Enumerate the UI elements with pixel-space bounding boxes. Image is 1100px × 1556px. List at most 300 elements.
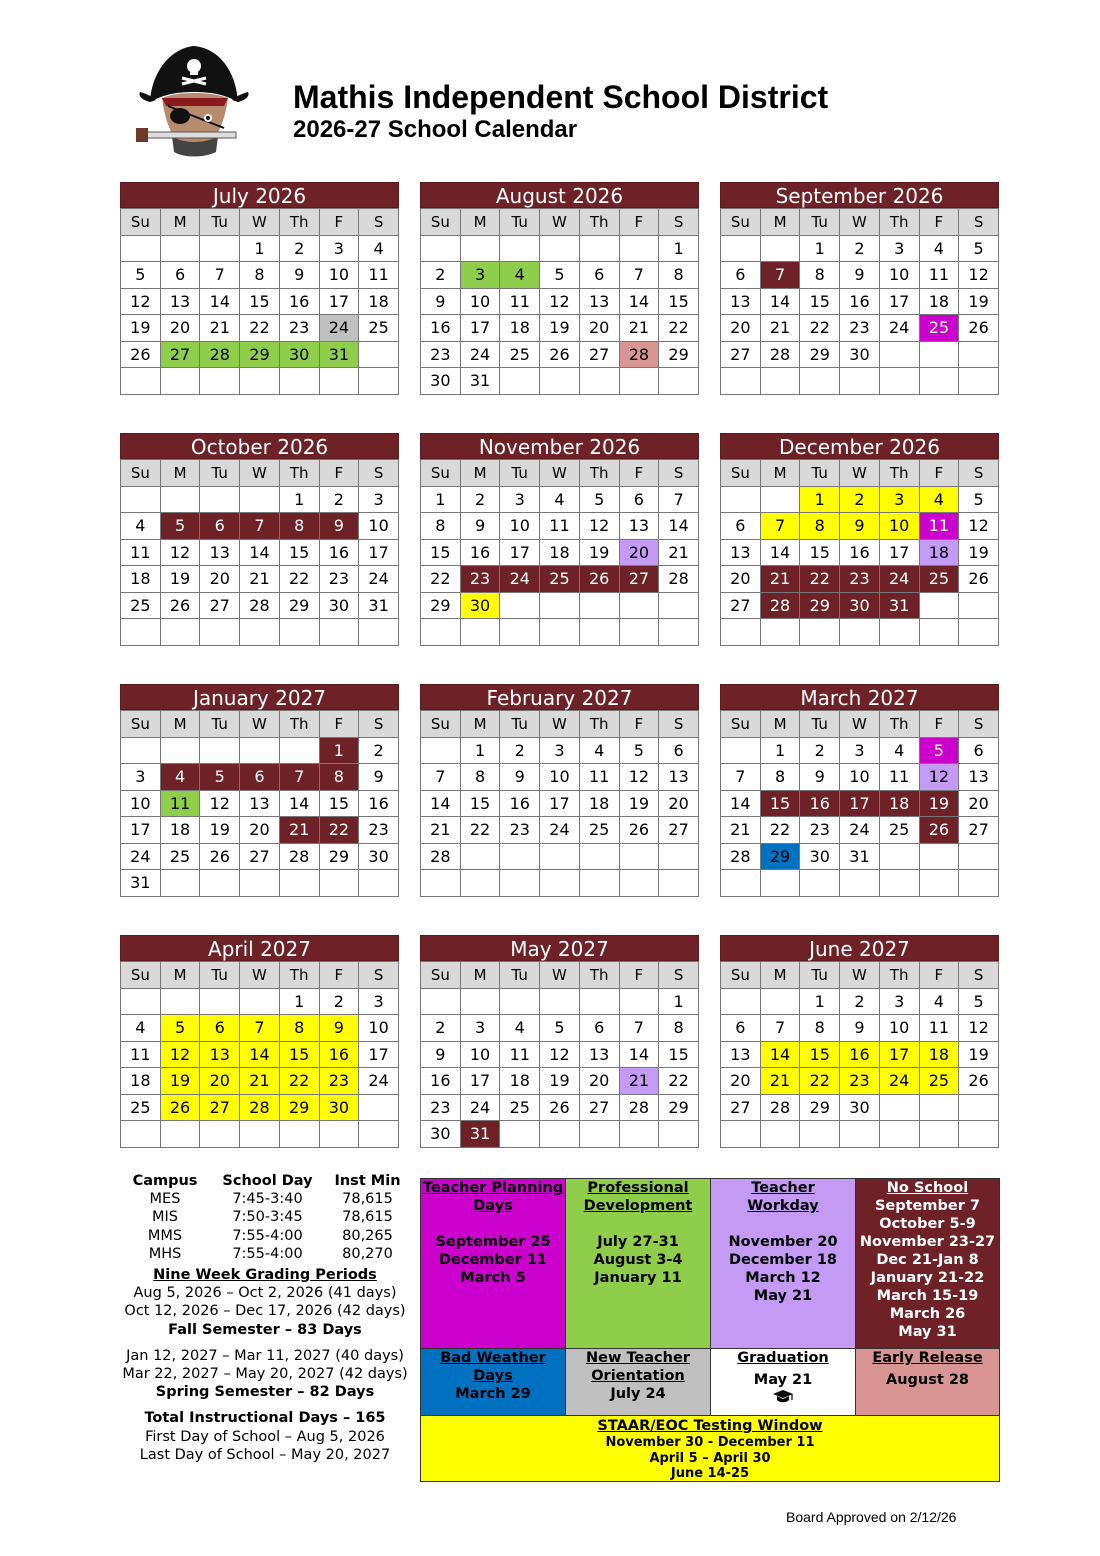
day-cell: 18 <box>359 288 399 315</box>
day-cell: 10 <box>319 262 359 289</box>
day-cell: 15 <box>760 790 800 817</box>
weekday-header: Su <box>121 209 161 236</box>
weekday-header: S <box>359 711 399 738</box>
pirate-mascot-icon <box>132 40 256 162</box>
day-cell: 7 <box>240 513 280 540</box>
empty-day-cell <box>200 737 240 764</box>
day-cell: 7 <box>721 764 761 791</box>
legend-title: Workday <box>747 1198 819 1214</box>
day-cell: 14 <box>760 288 800 315</box>
day-cell: 23 <box>319 1068 359 1095</box>
empty-day-cell <box>160 1121 200 1148</box>
day-cell: 27 <box>721 592 761 619</box>
day-cell: 12 <box>619 764 659 791</box>
day-cell: 2 <box>421 262 461 289</box>
day-cell: 18 <box>919 539 959 566</box>
weekday-header: Th <box>879 209 919 236</box>
legend-date: April 5 – April 30 <box>649 1450 771 1466</box>
school-day-header: School Day <box>222 1173 313 1189</box>
day-cell: 17 <box>540 790 580 817</box>
day-cell: 5 <box>919 737 959 764</box>
month-grid <box>720 459 999 646</box>
page-subtitle: 2026-27 School Calendar <box>293 116 578 143</box>
empty-day-cell <box>619 843 659 870</box>
day-cell: 18 <box>500 315 540 342</box>
legend-date: January 21-22 <box>870 1270 985 1286</box>
day-cell: 8 <box>279 1015 319 1042</box>
day-cell: 24 <box>460 1094 500 1121</box>
weekday-header: F <box>319 209 359 236</box>
weekday-header: S <box>959 711 999 738</box>
month-title: March 2027 <box>720 684 999 710</box>
empty-day-cell <box>760 235 800 262</box>
weekday-header: Th <box>879 711 919 738</box>
day-cell: 3 <box>540 737 580 764</box>
day-cell: 5 <box>200 764 240 791</box>
campus-table-header <box>120 1172 410 1190</box>
empty-day-cell <box>359 341 399 368</box>
empty-day-cell <box>721 486 761 513</box>
empty-day-cell <box>279 870 319 897</box>
campus-name: MMS <box>147 1227 183 1244</box>
weekday-header: Tu <box>500 962 540 989</box>
weekday-header: Tu <box>200 711 240 738</box>
graduation-cap-icon <box>772 1393 794 1409</box>
day-cell: 28 <box>760 1094 800 1121</box>
empty-day-cell <box>760 486 800 513</box>
weekday-header: S <box>659 209 699 236</box>
empty-day-cell <box>460 870 500 897</box>
empty-day-cell <box>919 341 959 368</box>
day-cell: 29 <box>279 592 319 619</box>
day-cell: 27 <box>579 341 619 368</box>
day-cell: 9 <box>319 513 359 540</box>
day-cell: 16 <box>279 288 319 315</box>
day-cell: 17 <box>359 1041 399 1068</box>
empty-day-cell <box>659 1121 699 1148</box>
legend-title: Days <box>473 1198 513 1214</box>
day-cell: 19 <box>160 566 200 593</box>
day-cell: 24 <box>540 817 580 844</box>
day-cell: 9 <box>460 513 500 540</box>
day-cell: 1 <box>800 988 840 1015</box>
day-cell: 26 <box>959 566 999 593</box>
weekday-header: F <box>619 460 659 487</box>
day-cell: 3 <box>460 1015 500 1042</box>
empty-day-cell <box>959 870 999 897</box>
weekday-header: Su <box>421 711 461 738</box>
day-cell: 30 <box>359 843 399 870</box>
day-cell: 30 <box>840 341 880 368</box>
empty-day-cell <box>879 843 919 870</box>
day-cell: 4 <box>500 1015 540 1042</box>
day-cell: 27 <box>200 592 240 619</box>
month-grid <box>720 710 999 897</box>
calendar-legend <box>420 1178 1000 1482</box>
day-cell: 3 <box>359 486 399 513</box>
day-cell: 15 <box>460 790 500 817</box>
day-cell: 24 <box>879 1068 919 1095</box>
empty-day-cell <box>460 619 500 646</box>
day-cell: 2 <box>800 737 840 764</box>
day-cell: 12 <box>160 539 200 566</box>
legend-date: September 7 <box>874 1198 981 1214</box>
empty-day-cell <box>619 988 659 1015</box>
day-cell: 24 <box>359 1068 399 1095</box>
empty-day-cell <box>579 843 619 870</box>
day-cell: 31 <box>319 341 359 368</box>
day-cell: 30 <box>840 1094 880 1121</box>
empty-day-cell <box>721 870 761 897</box>
day-cell: 21 <box>619 315 659 342</box>
day-cell: 12 <box>540 1041 580 1068</box>
day-cell: 23 <box>840 315 880 342</box>
empty-day-cell <box>760 870 800 897</box>
day-cell: 8 <box>800 1015 840 1042</box>
day-cell: 29 <box>659 341 699 368</box>
day-cell: 1 <box>240 235 280 262</box>
day-cell: 4 <box>579 737 619 764</box>
day-cell: 2 <box>421 1015 461 1042</box>
day-cell: 8 <box>800 262 840 289</box>
day-cell: 14 <box>721 790 761 817</box>
day-cell: 5 <box>959 988 999 1015</box>
day-cell: 19 <box>540 315 580 342</box>
weekday-header: W <box>240 962 280 989</box>
empty-day-cell <box>121 486 161 513</box>
day-cell: 19 <box>919 790 959 817</box>
day-cell: 12 <box>919 764 959 791</box>
day-cell: 7 <box>619 1015 659 1042</box>
empty-day-cell <box>879 1121 919 1148</box>
empty-day-cell <box>160 988 200 1015</box>
empty-day-cell <box>460 988 500 1015</box>
day-cell: 15 <box>421 539 461 566</box>
weekday-header: M <box>460 711 500 738</box>
month-calendar <box>720 935 999 1148</box>
day-cell: 29 <box>240 341 280 368</box>
weekday-header: Su <box>421 962 461 989</box>
weekday-header: S <box>359 209 399 236</box>
weekday-header: M <box>760 711 800 738</box>
empty-day-cell <box>200 235 240 262</box>
day-cell: 8 <box>319 764 359 791</box>
empty-day-cell <box>879 341 919 368</box>
empty-day-cell <box>319 368 359 395</box>
day-cell: 19 <box>160 1068 200 1095</box>
weekday-header: M <box>760 460 800 487</box>
day-cell: 31 <box>840 843 880 870</box>
weekday-header: F <box>619 962 659 989</box>
legend-date: November 30 - December 11 <box>605 1435 815 1450</box>
day-cell: 16 <box>800 790 840 817</box>
day-cell: 17 <box>460 1068 500 1095</box>
day-cell: 5 <box>160 1015 200 1042</box>
day-cell: 4 <box>500 262 540 289</box>
empty-day-cell <box>240 619 280 646</box>
day-cell: 22 <box>279 1068 319 1095</box>
legend-title: No School <box>886 1180 969 1196</box>
day-cell: 9 <box>279 262 319 289</box>
weekday-header: Tu <box>800 209 840 236</box>
day-cell: 27 <box>721 1094 761 1121</box>
empty-day-cell <box>619 1121 659 1148</box>
day-cell: 13 <box>959 764 999 791</box>
weekday-header: F <box>319 460 359 487</box>
day-cell: 1 <box>460 737 500 764</box>
empty-day-cell <box>721 619 761 646</box>
day-cell: 6 <box>721 513 761 540</box>
day-cell: 27 <box>619 566 659 593</box>
month-calendar <box>720 182 999 395</box>
empty-day-cell <box>540 843 580 870</box>
empty-day-cell <box>421 870 461 897</box>
legend-date: September 25 <box>435 1234 551 1250</box>
day-cell: 14 <box>760 1041 800 1068</box>
day-cell: 16 <box>840 1041 880 1068</box>
day-cell: 13 <box>721 288 761 315</box>
empty-day-cell <box>579 870 619 897</box>
day-cell: 18 <box>919 1041 959 1068</box>
empty-day-cell <box>540 1121 580 1148</box>
empty-day-cell <box>200 486 240 513</box>
month-calendar <box>420 433 699 646</box>
month-title: February 2027 <box>420 684 699 710</box>
day-cell: 26 <box>160 592 200 619</box>
day-cell: 16 <box>460 539 500 566</box>
day-cell: 30 <box>800 843 840 870</box>
day-cell: 15 <box>659 288 699 315</box>
weekday-header: W <box>840 711 880 738</box>
day-cell: 20 <box>721 566 761 593</box>
empty-day-cell <box>659 368 699 395</box>
legend-teacher-planning <box>420 1178 566 1349</box>
day-cell: 8 <box>240 262 280 289</box>
day-cell: 29 <box>800 592 840 619</box>
day-cell: 10 <box>359 1015 399 1042</box>
day-cell: 17 <box>879 1041 919 1068</box>
weekday-header: Su <box>421 460 461 487</box>
grading-period-1: Aug 5, 2026 – Oct 2, 2026 (41 days) <box>133 1285 397 1302</box>
day-cell: 22 <box>240 315 280 342</box>
day-cell: 5 <box>160 513 200 540</box>
weekday-header: S <box>659 711 699 738</box>
day-cell: 12 <box>959 1015 999 1042</box>
day-cell: 25 <box>919 566 959 593</box>
legend-date: May 31 <box>898 1324 957 1340</box>
campus-header: Campus <box>132 1173 198 1189</box>
day-cell: 14 <box>619 1041 659 1068</box>
day-cell: 14 <box>240 1041 280 1068</box>
day-cell: 3 <box>879 235 919 262</box>
day-cell: 21 <box>760 1068 800 1095</box>
empty-day-cell <box>240 486 280 513</box>
weekday-header: W <box>540 711 580 738</box>
weekday-header: M <box>160 711 200 738</box>
empty-day-cell <box>121 988 161 1015</box>
empty-day-cell <box>160 486 200 513</box>
empty-day-cell <box>959 1121 999 1148</box>
day-cell: 1 <box>319 737 359 764</box>
day-cell: 19 <box>200 817 240 844</box>
day-cell: 9 <box>421 288 461 315</box>
weekday-header: M <box>760 962 800 989</box>
day-cell: 22 <box>319 817 359 844</box>
month-grid <box>120 961 399 1148</box>
day-cell: 27 <box>721 341 761 368</box>
day-cell: 16 <box>500 790 540 817</box>
day-cell: 6 <box>200 513 240 540</box>
legend-date: December 18 <box>729 1252 837 1268</box>
day-cell: 27 <box>240 843 280 870</box>
empty-day-cell <box>240 368 280 395</box>
month-title: June 2027 <box>720 935 999 961</box>
day-cell: 8 <box>800 513 840 540</box>
day-cell: 14 <box>659 513 699 540</box>
day-cell: 3 <box>879 486 919 513</box>
grading-period-4: Mar 22, 2027 – May 20, 2027 (42 days) <box>122 1366 408 1383</box>
day-cell: 16 <box>840 288 880 315</box>
weekday-header: Th <box>579 460 619 487</box>
month-grid <box>120 710 399 897</box>
empty-day-cell <box>359 870 399 897</box>
weekday-header: W <box>540 962 580 989</box>
campus-name: MES <box>149 1191 181 1208</box>
day-cell: 12 <box>959 513 999 540</box>
legend-title: Days <box>473 1368 513 1384</box>
day-cell: 2 <box>840 235 880 262</box>
day-cell: 10 <box>359 513 399 540</box>
day-cell: 15 <box>800 288 840 315</box>
day-cell: 2 <box>279 235 319 262</box>
day-cell: 18 <box>579 790 619 817</box>
empty-day-cell <box>579 1121 619 1148</box>
day-cell: 4 <box>919 235 959 262</box>
day-cell: 3 <box>121 764 161 791</box>
day-cell: 2 <box>319 486 359 513</box>
day-cell: 10 <box>540 764 580 791</box>
day-cell: 31 <box>879 592 919 619</box>
empty-day-cell <box>200 870 240 897</box>
total-instructional-days: Total Instructional Days – 165 <box>144 1410 386 1427</box>
day-cell: 28 <box>200 341 240 368</box>
day-cell: 20 <box>200 1068 240 1095</box>
weekday-header: Su <box>721 209 761 236</box>
day-cell: 14 <box>619 288 659 315</box>
day-cell: 17 <box>319 288 359 315</box>
school-day: 7:45-3:40 <box>232 1191 303 1208</box>
empty-day-cell <box>659 843 699 870</box>
day-cell: 9 <box>800 764 840 791</box>
weekday-header: Th <box>579 711 619 738</box>
weekday-header: W <box>840 209 880 236</box>
day-cell: 14 <box>760 539 800 566</box>
day-cell: 17 <box>879 288 919 315</box>
weekday-header: M <box>760 209 800 236</box>
day-cell: 13 <box>579 1041 619 1068</box>
day-cell: 16 <box>319 539 359 566</box>
day-cell: 13 <box>200 539 240 566</box>
day-cell: 23 <box>500 817 540 844</box>
day-cell: 9 <box>840 1015 880 1042</box>
month-calendar <box>420 935 699 1148</box>
weekday-header: M <box>460 460 500 487</box>
day-cell: 25 <box>359 315 399 342</box>
weekday-header: M <box>160 209 200 236</box>
day-cell: 8 <box>460 764 500 791</box>
day-cell: 1 <box>279 988 319 1015</box>
day-cell: 24 <box>121 843 161 870</box>
day-cell: 2 <box>840 486 880 513</box>
month-calendar <box>120 684 399 897</box>
empty-day-cell <box>500 368 540 395</box>
weekday-header: Su <box>721 711 761 738</box>
day-cell: 15 <box>240 288 280 315</box>
legend-title: STAAR/EOC Testing Window <box>597 1418 823 1434</box>
day-cell: 17 <box>359 539 399 566</box>
day-cell: 4 <box>919 988 959 1015</box>
day-cell: 13 <box>240 790 280 817</box>
day-cell: 6 <box>240 764 280 791</box>
legend-date: May 21 <box>753 1288 813 1304</box>
weekday-header: F <box>319 711 359 738</box>
day-cell: 11 <box>919 1015 959 1042</box>
day-cell: 1 <box>659 988 699 1015</box>
day-cell: 2 <box>359 737 399 764</box>
empty-day-cell <box>760 368 800 395</box>
empty-day-cell <box>721 368 761 395</box>
weekday-header: S <box>659 962 699 989</box>
legend-date: March 12 <box>745 1270 821 1286</box>
empty-day-cell <box>879 619 919 646</box>
month-calendar <box>720 433 999 646</box>
day-cell: 16 <box>359 790 399 817</box>
month-grid <box>720 208 999 395</box>
day-cell: 5 <box>959 235 999 262</box>
empty-day-cell <box>721 988 761 1015</box>
day-cell: 11 <box>919 262 959 289</box>
day-cell: 9 <box>500 764 540 791</box>
empty-day-cell <box>919 1121 959 1148</box>
day-cell: 26 <box>200 843 240 870</box>
month-calendar <box>120 182 399 395</box>
day-cell: 3 <box>500 486 540 513</box>
weekday-header: S <box>359 962 399 989</box>
weekday-header: M <box>460 209 500 236</box>
day-cell: 15 <box>800 539 840 566</box>
day-cell: 28 <box>760 341 800 368</box>
day-cell: 3 <box>840 737 880 764</box>
day-cell: 22 <box>460 817 500 844</box>
grading-period-3: Jan 12, 2027 – Mar 11, 2027 (40 days) <box>126 1347 404 1364</box>
day-cell: 8 <box>279 513 319 540</box>
day-cell: 16 <box>421 1068 461 1095</box>
empty-day-cell <box>359 1121 399 1148</box>
day-cell: 18 <box>879 790 919 817</box>
campus-name: MIS <box>152 1209 178 1226</box>
weekday-header: Tu <box>500 711 540 738</box>
weekday-header: W <box>540 460 580 487</box>
day-cell: 3 <box>460 262 500 289</box>
empty-day-cell <box>919 843 959 870</box>
empty-day-cell <box>279 737 319 764</box>
day-cell: 5 <box>121 262 161 289</box>
day-cell: 12 <box>540 288 580 315</box>
day-cell: 20 <box>579 315 619 342</box>
day-cell: 17 <box>500 539 540 566</box>
empty-day-cell <box>840 368 880 395</box>
empty-day-cell <box>721 235 761 262</box>
